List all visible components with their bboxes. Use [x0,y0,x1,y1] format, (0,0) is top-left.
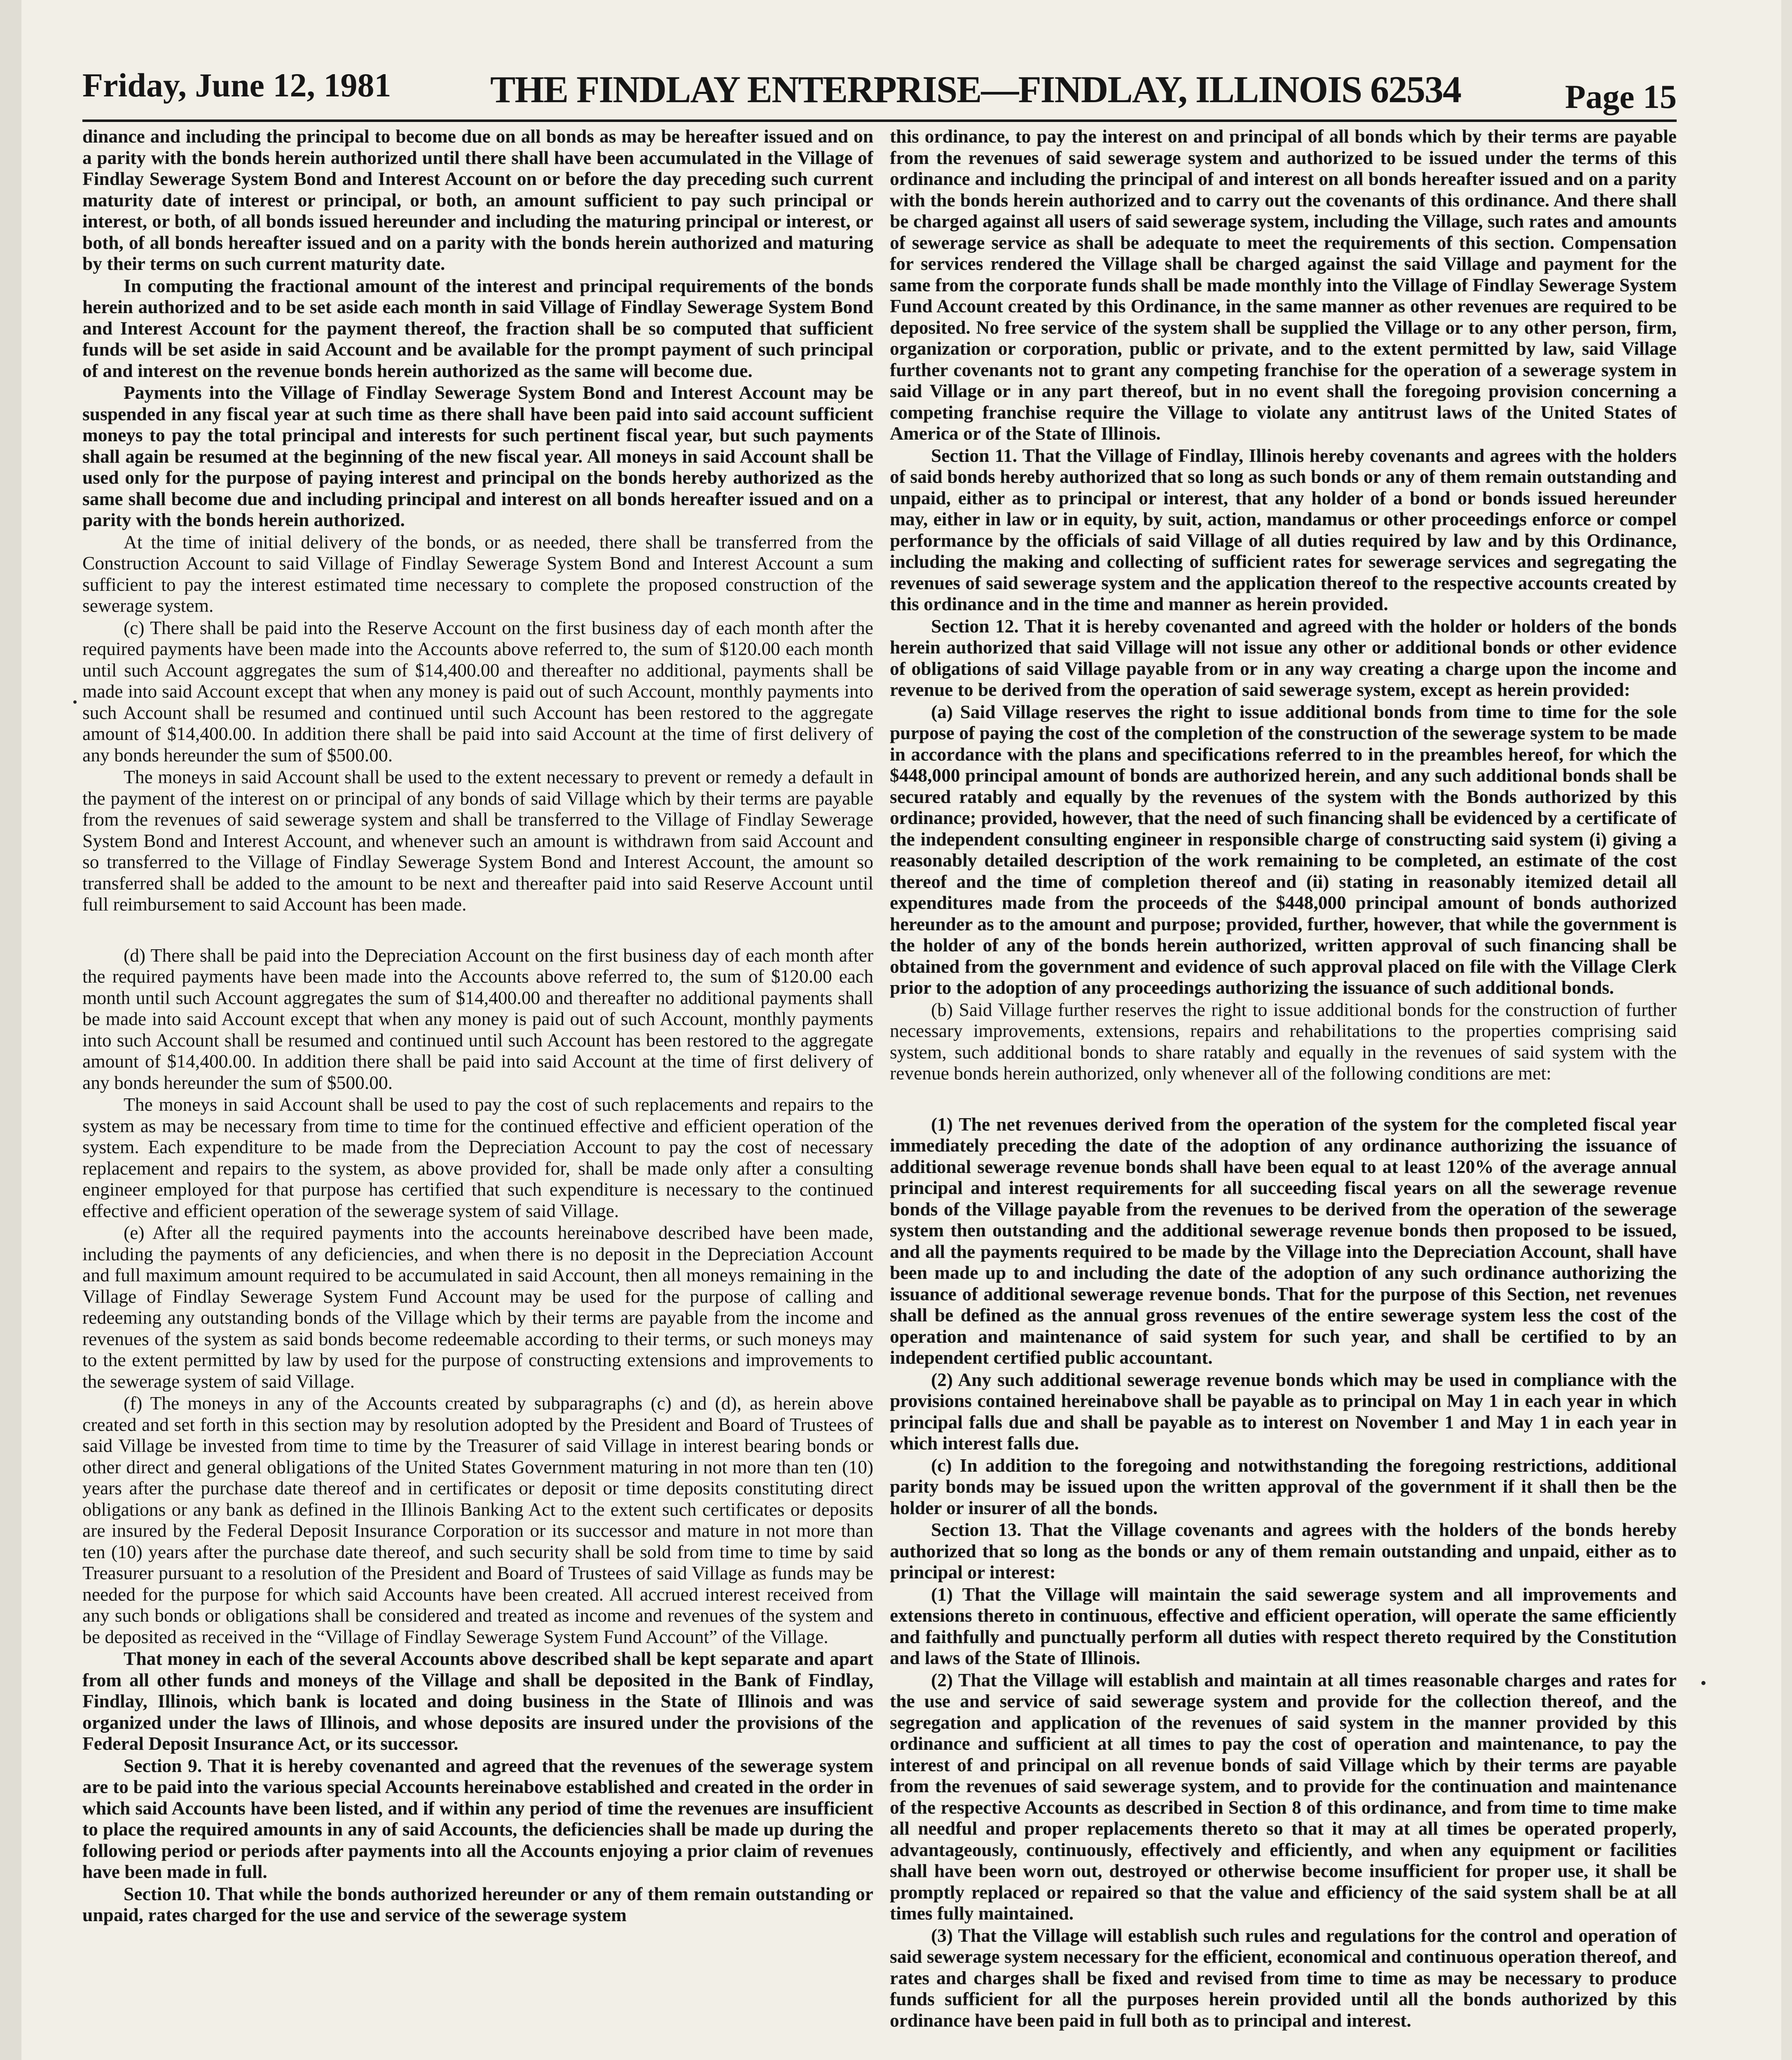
paragraph: (b) Said Village further reserves the right to issue additional bonds for the construction of further necessary improvements, extensions, repairs and rehabilitations to the properties comprising said system, such additional bonds to share ratably and equally in the revenues of said system with the revenue bonds herein authorized, only whenever all of the following conditions are met: [890,999,1677,1084]
paragraph: Section 9. That it is hereby covenanted and agreed that the revenues of the sewerage system are to be paid into the various special Accounts hereinabove established and created in the order in which said Accounts have been listed, and if within any period of time the revenues are insufficient to place the required amounts in any of said Accounts, the deficiencies shall be made up during the following period or periods after payments into all the Accounts enjoying a prior claim of revenues have been made in full. [82,1755,873,1882]
paragraph: The moneys in said Account shall be used to pay the cost of such replacements and repairs to the system as may be necessary from time to time for the continued effective and efficient operation of the system. Each expenditure to be made from the Depreciation Account to pay the cost of necessary replacement and repairs to the system, as above provided for, shall be made only after a consulting engineer employed for that purpose has certified that such expenditure is necessary to the continued effective and efficient operation of the sewerage system of said Village. [82,1094,873,1221]
issue-date: Friday, June 12, 1981 [82,66,391,104]
paragraph: (2) Any such additional sewerage revenue bonds which may be used in compliance with the provisions contained hereinabove shall be payable as to principal on May 1 in each year in which principal falls due and shall be payable as to interest on November 1 and May 1 in each year in which interest falls due. [890,1369,1677,1454]
print-speck [73,700,77,704]
paragraph: (f) The moneys in any of the Accounts created by subparagraphs (c) and (d), as herein above created and set forth in this section may by resolution adopted by the President and Board of Trustees of said Village be invested from time to time by the Treasurer of said Village in interest bearing bonds or other direct and general obligations of the United States Government maturing in not more than ten (10) years after the purchase date thereof and in certificates or deposit or time deposits constituting direct obligations or any bank as defined in the Illinois Banking Act to the extent such certificates or deposits are insured by the Federal Deposit Insurance Corporation or its successor and mature in not more than ten (10) years after the purchase date thereof, and such security shall be sold from time to time by said Treasurer pursuant to a resolution of the President and Board of Trustees of said Village as funds may be needed for the purpose for which said Accounts have been created. All accrued interest received from any such bonds or obligations shall be considered and treated as income and revenues of the system and be deposited as received in the “Village of Findlay Sewerage System Fund Account” of the Village. [82,1393,873,1647]
paragraph: this ordinance, to pay the interest on and principal of all bonds which by their terms are payable from the revenues of said sewerage system and authorized to be issued under the terms of this ordinance and including the principal of and interest on all bonds hereafter issued and on a parity with the bonds herein authorized and to carry out the covenants of this ordinance. And there shall be charged against all users of said sewerage system, including the Village, such rates and amounts of sewerage service as shall be adequate to meet the requirements of this section. Compensation for services rendered the Village shall be charged against the said Village and payment for the same from the corporate funds shall be made monthly into the Village of Findlay Sewerage System Fund Account created by this Ordinance, in the same manner as other revenues are required to be deposited. No free service of the system shall be supplied the Village or to any other person, firm, organization or corporation, public or private, and to the extent permitted by law, said Village further covenants not to grant any competing franchise for the operation of a sewerage system in said Village or in any part thereof, but in no event shall the foregoing provision concerning a competing franchise require the Village to violate any antitrust laws of the United States of America or of the State of Illinois. [890,126,1677,444]
paragraph: (d) There shall be paid into the Depreciation Account on the first business day of each month after the required payments have been made into the Accounts above referred to, the sum of $120.00 each month until such Account aggregates the sum of $14,400.00 and thereafter no additional payments shall be made into said Account except that when any money is paid out of such Account, monthly payments into such Account shall be resumed and continued until such Account has been restored to the aggregate amount of $14,400.00. In addition there shall be paid into said Account at the time of first delivery of any bonds hereunder the sum of $500.00. [82,944,873,1093]
page-header [82,58,1677,115]
paragraph: The moneys in said Account shall be used to the extent necessary to prevent or remedy a default in the payment of the interest on or principal of any bonds of said Village which by their terms are payable from the revenues of said sewerage system and shall be transferred to the Village of Findlay Sewerage System Bond and Interest Account, and whenever such an amount is withdrawn from said Account and so transferred to the Village of Findlay Sewerage System Bond and Interest Account, the amount so transferred shall be added to the amount to be next and thereafter paid into said Reserve Account until full reimbursement to said Account has been made. [82,766,873,915]
page-edge-left [0,0,21,2060]
print-speck [1701,1681,1705,1685]
paragraph: Section 11. That the Village of Findlay, Illinois hereby covenants and agrees with the holders of said bonds hereby authorized that so long as such bonds or any of them remain outstanding and unpaid, either as to principal or interest, that any holder of a bond or bonds issued hereunder may, either in law or in equity, by suit, action, mandamus or other proceedings enforce or compel performance by the officials of said Village of all duties required by law and by this Ordinance, including the making and collecting of sufficient rates for sewerage services and segregating the revenues of said sewerage system and the application thereof to the respective accounts created by this ordinance and in the time and manner as herein provided. [890,445,1677,614]
right-column [890,126,1677,2060]
paragraph: (1) The net revenues derived from the operation of the system for the completed fiscal year immediately preceding the date of the adoption of any ordinance authorizing the issuance of additional sewerage revenue bonds shall have been equal to at least 120% of the average annual principal and interest requirements for all succeeding fiscal years on all the sewerage revenue bonds of the Village payable from the revenues to be derived from the operation of the sewerage system then outstanding and the additional sewerage revenue bonds then proposed to be issued, and all the payments required to be made by the Village into the Depreciation Account, shall have been made up to and including the date of the adoption of any such ordinance authorizing the issuance of additional sewerage revenue bonds. That for the purpose of this Section, net revenues shall be defined as the annual gross revenues of the entire sewerage system less the cost of the operation and maintenance of said system for such year, and shall be certified to by an independent certified public accountant. [890,1113,1677,1368]
masthead: THE FINDLAY ENTERPRISE—FINDLAY, ILLINOIS 62534 [490,68,1461,110]
page-edge-right [1781,0,1792,2060]
paragraph: (2) That the Village will establish and maintain at all times reasonable charges and rates for the use and service of said sewerage system and provide for the collection thereof, and the segregation and application of the revenues of said system in the manner provided by this ordinance and sufficient at all times to pay the cost of operation and maintenance, to pay the interest of and principal on all revenue bonds of said Village which by their terms are payable from the revenues of said sewerage system, and to provide for the continuation and maintenance of the respective Accounts as described in Section 8 of this ordinance, and from time to time make all needful and proper replacements thereto so that it may at all times be operated properly, advantageously, continuously, effectively and efficiently, and when any equipment or facilities shall have been worn out, destroyed or otherwise become insufficient for proper use, it shall be promptly replaced or repaired so that the value and efficiency of the said system shall be at all times fully maintained. [890,1669,1677,1924]
paragraph: Section 12. That it is hereby covenanted and agreed with the holder or holders of the bonds herein authorized that said Village will not issue any other or additional bonds or other evidence of obligations of said Village payable from or in any way creating a charge upon the income and revenue to be derived from the operation of said sewerage system, except as herein provided: [890,615,1677,700]
paragraph: dinance and including the principal to become due on all bonds as may be hereafter issued and on a parity with the bonds herein authorized until there shall have been accumulated in the Village of Findlay Sewerage System Bond and Interest Account on or before the day preceding such current maturity date of interest or principal, or both, an amount sufficient to pay such principal or interest, or both, of all bonds issued hereunder and including the maturing principal or interest, or both, of all bonds hereafter issued and on a parity with the bonds herein authorized and maturing by their terms on such current maturity date. [82,126,873,274]
paragraph: Section 10. That while the bonds authorized hereunder or any of them remain outstanding or unpaid, rates charged for the use and service of the sewerage system [82,1883,873,1925]
paragraph: (c) In addition to the foregoing and notwithstanding the foregoing restrictions, additional parity bonds may be issued upon the written approval of the government if it shall then be the holder or insurer of all the bonds. [890,1454,1677,1518]
paragraph: Section 13. That the Village covenants and agrees with the holders of the bonds hereby authorized that so long as the bonds or any of them remain outstanding and unpaid, either as to principal or interest: [890,1519,1677,1582]
paragraph: (c) There shall be paid into the Reserve Account on the first business day of each month after the required payments have been made into the Accounts above referred to, the sum of $120.00 each month until such Account aggregates the sum of $14,400.00 and thereafter no additional, payments shall be made into said Account except that when any money is paid out of such Account, monthly payments into such Account shall be resumed and continued until such Account has been restored to the aggregate amount of $14,400.00. In addition there shall be paid into said Account at the time of first delivery of any bonds hereunder the sum of $500.00. [82,617,873,765]
paragraph: (3) That the Village will establish such rules and regulations for the control and operation of said sewerage system necessary for the efficient, economical and continuous operation thereof, and rates and charges shall be fixed and revised from time to time as may be necessary to produce funds sufficient for all the purposes herein provided until all the bonds authorized by this ordinance have been paid in full both as to principal and interest. [890,1924,1677,2031]
paragraph: (1) That the Village will maintain the said sewerage system and all improvements and extensions thereto in continuous, effective and efficient operation, will operate the same efficiently and faithfully and punctually perform all duties with respect thereto required by the Constitution and laws of the State of Illinois. [890,1583,1677,1668]
paragraph: At the time of initial delivery of the bonds, or as needed, there shall be transferred from the Construction Account to said Village of Findlay Sewerage System Bond and Interest Account a sum sufficient to pay the interest estimated time necessary to complete the proposed construction of the sewerage system. [82,531,873,616]
page-number: Page 15 [1565,78,1677,115]
paragraph: That money in each of the several Accounts above described shall be kept separate and apart from all other funds and moneys of the Village and shall be deposited in the Bank of Findlay, Findlay, Illinois, which bank is located and doing business in the State of Illinois and was organized under the laws of Illinois, and whose deposits are insured under the provisions of the Federal Deposit Insurance Act, or its successor. [82,1648,873,1754]
paragraph: (a) Said Village reserves the right to issue additional bonds from time to time for the sole purpose of paying the cost of the completion of the construction of the sewerage system to be made in accordance with the plans and specifications referred to in the preambles hereof, for which the $448,000 principal amount of bonds are authorized herein, and any such additional bonds shall be secured ratably and equally by the revenues of the system with the Bonds authorized by this ordinance; provided, however, that the need of such financing shall be evidenced by a certificate of the independent consulting engineer in responsible charge of constructing said system (i) giving a reasonably detailed description of the work remaining to be completed, an estimate of the cost thereof and the time of completion thereof and (ii) stating in reasonably itemized detail all expenditures made from the proceeds of the $448,000 principal amount of bonds authorized hereunder as to the amount and purpose; provided, further, however, that while the government is the holder of any of the bonds herein authorized, written approval of such financing shall be obtained from the government and evidence of such approval placed on file with the Village Clerk prior to the adoption of any proceedings authorizing the issuance of such additional bonds. [890,701,1677,998]
paragraph: Payments into the Village of Findlay Sewerage System Bond and Interest Account may be suspended in any fiscal year at such time as there shall have been paid into said account sufficient moneys to pay the total principal and interests for such pertinent fiscal year, but such payments shall again be resumed at the beginning of the new fiscal year. All moneys in said Account shall be used only for the purpose of paying interest and principal on the bonds hereby authorized as the same shall become due and including principal and interest on all bonds hereafter issued and on a parity with the bonds herein authorized. [82,382,873,530]
paragraph: In computing the fractional amount of the interest and principal requirements of the bonds herein authorized and to be set aside each month in said Village of Findlay Sewerage System Bond and Interest Account for the payment thereof, the fraction shall be so computed that sufficient funds will be set aside in said Account and be available for the prompt payment of such principal of and interest on the revenue bonds herein authorized as the same will become due. [82,275,873,381]
left-column [82,126,873,2060]
header-rule [82,119,1677,122]
paragraph: (e) After all the required payments into the accounts hereinabove described have been made, including the payments of any deficiencies, and when there is no deposit in the Depreciation Account and full maximum amount required to be accumulated in said Account, then all moneys remaining in the Village of Findlay Sewerage System Fund Account may be used for the purpose of calling and redeeming any outstanding bonds of the Village which by their terms are payable from the income and revenues of the system as said bonds become redeemable according to their terms, or such moneys may to the extent permitted by law by used for the purpose of constructing extensions and improvements to the sewerage system of said Village. [82,1222,873,1392]
